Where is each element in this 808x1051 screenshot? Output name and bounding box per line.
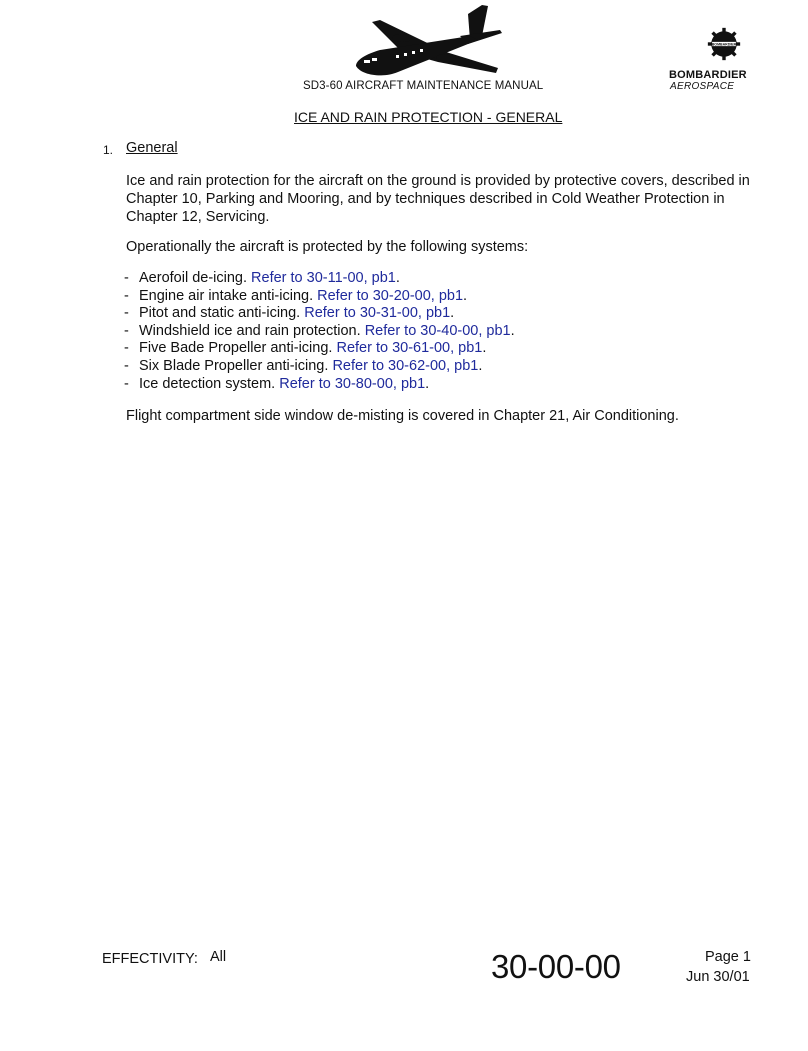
systems-intro-paragraph: Operationally the aircraft is protected by the following systems: xyxy=(126,239,529,255)
list-item xyxy=(118,323,758,341)
brand-name: BOMBARDIER xyxy=(669,69,747,81)
list-item-text: Ice detection system. xyxy=(139,375,280,392)
list-item xyxy=(118,376,758,394)
list-dash: - xyxy=(124,305,129,322)
list-item-text: Pitot and static anti-icing. xyxy=(139,305,305,322)
list-dash: - xyxy=(124,357,129,374)
reference-link[interactable]: Refer to 30-80-00, pb1 xyxy=(279,375,426,392)
list-item-end: . xyxy=(463,287,468,304)
page-title: ICE AND RAIN PROTECTION - GENERAL xyxy=(294,109,563,125)
reference-link[interactable]: Refer to 30-40-00, pb1 xyxy=(364,322,511,339)
list-item-text: Aerofoil de-icing. xyxy=(139,270,252,286)
logo-text: BOMBARDIER xyxy=(711,42,737,47)
list-item xyxy=(118,270,758,288)
list-dash: - xyxy=(124,340,129,357)
list-item xyxy=(118,358,758,376)
list-item-text: Engine air intake anti-icing. xyxy=(139,287,318,304)
list-dash: - xyxy=(124,270,129,286)
list-item xyxy=(118,288,758,306)
list-item-text: Six Blade Propeller anti-icing. xyxy=(139,357,333,374)
list-item-end: . xyxy=(510,322,515,339)
list-item-end: . xyxy=(395,270,400,286)
reference-link[interactable]: Refer to 30-31-00, pb1 xyxy=(304,305,451,322)
intro-paragraph: Ice and rain protection for the aircraft on the ground is provided by protective covers, described in Chapter 10, Parking and Mooring, and by techniques described in Cold Weather Protection in Chapter 12, Servicing. xyxy=(126,173,750,225)
effectivity-value: All xyxy=(210,949,227,965)
page-date: Jun 30/01 xyxy=(686,969,750,985)
list-dash: - xyxy=(124,287,129,304)
chapter-number: 30-00-00 xyxy=(491,948,621,985)
page-number: Page 1 xyxy=(705,949,751,965)
manual-title: SD3-60 AIRCRAFT MAINTENANCE MANUAL xyxy=(303,80,544,92)
list-item-end: . xyxy=(478,357,483,374)
list-item xyxy=(118,305,758,323)
reference-link[interactable]: Refer to 30-20-00, pb1 xyxy=(317,287,464,304)
list-item xyxy=(118,340,758,358)
list-dash: - xyxy=(124,322,129,339)
list-dash: - xyxy=(124,375,129,392)
reference-link[interactable]: Refer to 30-11-00, pb1 xyxy=(251,270,396,286)
demisting-paragraph: Flight compartment side window de-misting is covered in Chapter 21, Air Conditioning. xyxy=(126,408,679,424)
bombardier-gear-logo-icon xyxy=(707,27,741,61)
systems-list xyxy=(118,270,758,393)
brand-subtitle: AEROSPACE xyxy=(670,81,735,92)
list-item-text: Windshield ice and rain protection. xyxy=(139,322,365,339)
list-item-text: Five Bade Propeller anti-icing. xyxy=(139,340,337,357)
section-heading: General xyxy=(126,140,178,156)
section-number: 1. xyxy=(103,143,114,157)
effectivity-label: EFFECTIVITY: xyxy=(102,951,198,967)
list-item-end: . xyxy=(482,340,487,357)
reference-link[interactable]: Refer to 30-62-00, pb1 xyxy=(332,357,479,374)
list-item-end: . xyxy=(450,305,455,322)
aircraft-illustration-icon xyxy=(350,2,510,82)
list-item-end: . xyxy=(425,375,430,392)
reference-link[interactable]: Refer to 30-61-00, pb1 xyxy=(336,340,483,357)
